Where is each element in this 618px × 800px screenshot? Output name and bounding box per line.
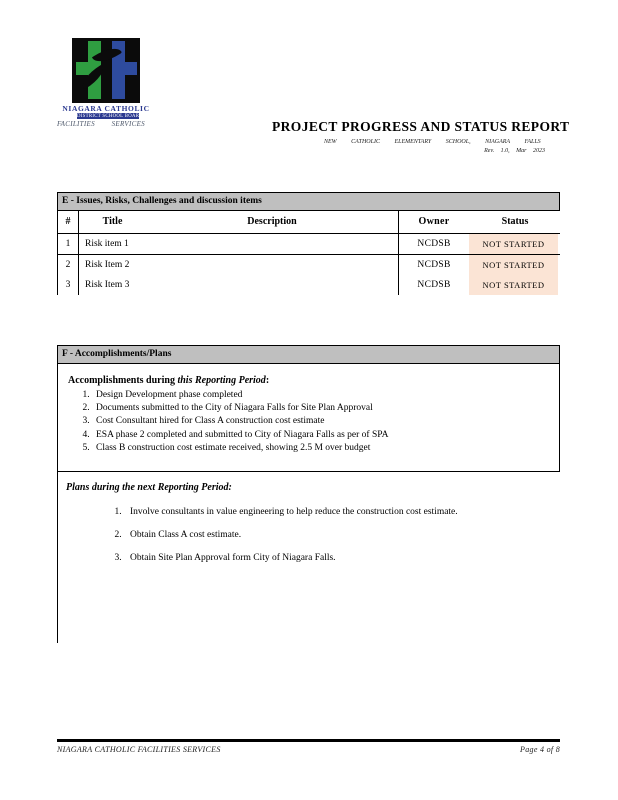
risk-num: 3 bbox=[58, 275, 79, 295]
logo-blue-cross-arm bbox=[112, 62, 137, 75]
table-row bbox=[58, 275, 560, 295]
status-badge: NOT STARTED bbox=[469, 255, 558, 275]
list-item: 5. Class B construction cost estimate received, showing 2.5 M over budget bbox=[92, 442, 549, 455]
status-badge: NOT STARTED bbox=[469, 234, 558, 254]
page-footer bbox=[57, 739, 560, 754]
risk-title: Risk item 1 bbox=[85, 239, 129, 249]
logo-facilities-label: FACILITIES bbox=[57, 120, 95, 128]
accomplishments-heading bbox=[68, 375, 549, 386]
district-logo bbox=[72, 38, 140, 103]
logo-district-name: NIAGARA CATHOLIC bbox=[62, 104, 150, 113]
section-e-heading: E - Issues, Risks, Challenges and discussion items bbox=[57, 192, 560, 211]
column-header-title: Title bbox=[102, 216, 123, 227]
project-subtitle: NEW CATHOLIC ELEMENTARY SCHOOL, NIAGARA FALLS bbox=[324, 139, 541, 145]
status-badge: NOT STARTED bbox=[469, 275, 558, 295]
accomplishments-heading-prefix: Accomplishments during bbox=[68, 375, 178, 386]
footer-organization: NIAGARA CATHOLIC FACILITIES SERVICES bbox=[57, 745, 221, 754]
risk-owner: NCDSB bbox=[417, 280, 451, 290]
column-header-status: Status bbox=[501, 216, 529, 227]
section-f-heading: F - Accomplishments/Plans bbox=[57, 345, 560, 364]
title-block bbox=[272, 119, 570, 154]
page-title: PROJECT PROGRESS AND STATUS REPORT bbox=[272, 119, 570, 134]
risk-owner: NCDSB bbox=[417, 239, 451, 249]
risk-table-header-row bbox=[58, 211, 560, 234]
accomplishments-box bbox=[57, 364, 560, 472]
accomplishments-list bbox=[68, 389, 549, 455]
logo-services-label: SERVICES bbox=[111, 120, 145, 128]
list-item: 2. Obtain Class A cost estimate. bbox=[124, 530, 550, 540]
risk-description bbox=[146, 234, 399, 254]
risk-owner: NCDSB bbox=[417, 260, 451, 270]
list-item: 3. Obtain Site Plan Approval form City of Niagara Falls. bbox=[124, 553, 550, 563]
risk-status-cell bbox=[469, 255, 561, 275]
table-row bbox=[58, 234, 560, 255]
risk-description bbox=[146, 255, 399, 275]
footer-page-number: Page 4 of 8 bbox=[520, 745, 560, 754]
risk-title: Risk Item 3 bbox=[85, 280, 130, 290]
logo-district-subtitle: DISTRICT SCHOOL BOARD bbox=[77, 113, 144, 119]
risk-title: Risk Item 2 bbox=[85, 260, 130, 270]
plans-box bbox=[57, 472, 560, 643]
list-item: 1. Involve consultants in value engineering to help reduce the construction cost estimate. bbox=[124, 507, 550, 517]
list-item: 3. Cost Consultant hired for Class A construction cost estimate bbox=[92, 415, 549, 428]
table-row bbox=[58, 255, 560, 275]
column-header-description: Description bbox=[146, 211, 399, 233]
risk-status-cell bbox=[469, 275, 561, 295]
plans-list bbox=[66, 507, 550, 563]
column-header-owner: Owner bbox=[418, 216, 450, 227]
list-item: 4. ESA phase 2 completed and submitted to City of Niagara Falls as per of SPA bbox=[92, 429, 549, 442]
plans-heading: Plans during the next Reporting Period: bbox=[66, 482, 232, 493]
logo-facilities-services bbox=[57, 120, 145, 128]
risk-status-cell bbox=[469, 234, 561, 254]
risk-num: 1 bbox=[58, 234, 79, 254]
column-header-num: # bbox=[58, 211, 79, 233]
list-item: 1. Design Development phase completed bbox=[92, 389, 549, 402]
revision-label: Rev. 1.0, Mar 2023 bbox=[484, 148, 545, 154]
risk-table bbox=[57, 211, 560, 295]
risk-description bbox=[146, 275, 399, 295]
risk-num: 2 bbox=[58, 255, 79, 275]
list-item: 2. Documents submitted to the City of Niagara Falls for Site Plan Approval bbox=[92, 402, 549, 415]
accomplishments-heading-italic: this Reporting Period bbox=[177, 375, 266, 386]
accomplishments-heading-suffix: : bbox=[265, 375, 270, 386]
